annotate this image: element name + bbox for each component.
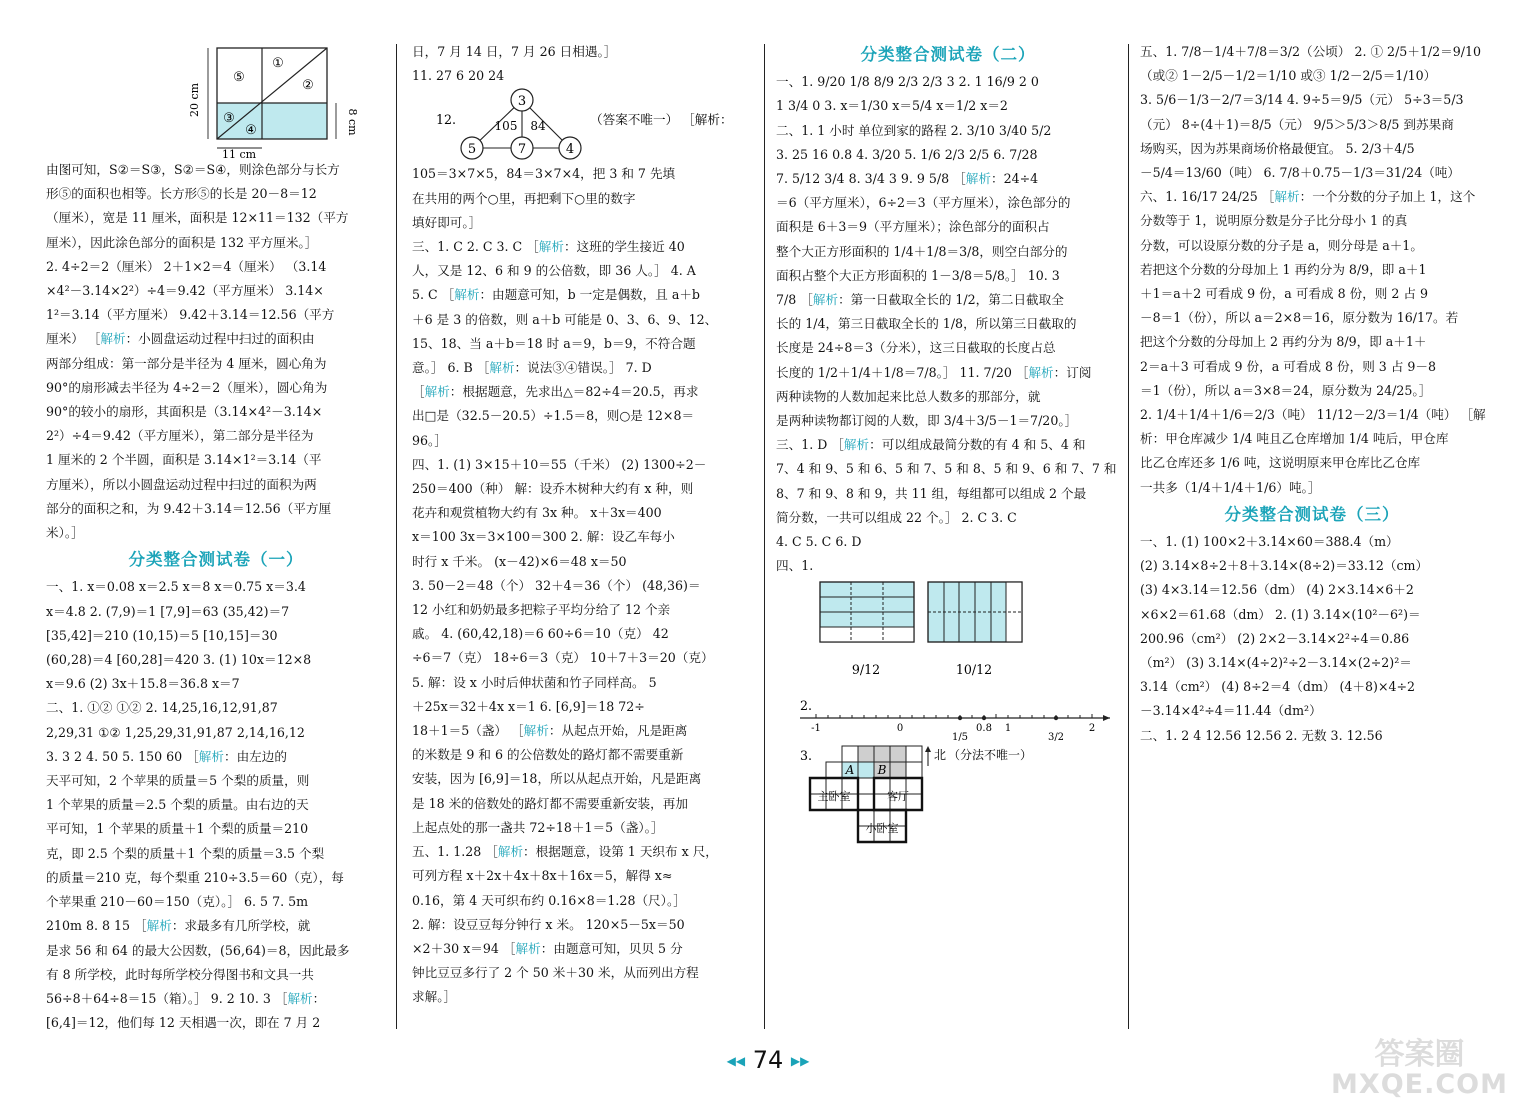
column-separator-3 — [1128, 44, 1129, 1029]
text-line: 一共多（1/4＋1/4＋1/6）吨。］ — [1140, 479, 1321, 495]
text-line: 把这个分数的分母加上 2 再约分为 8/9，即 a＋1＋ — [1140, 334, 1427, 350]
product-84: 84 — [530, 119, 546, 134]
region-5-label: ⑤ — [233, 70, 245, 85]
text-line: ［解析：根据题意，先求出△＝82÷4＝20.5，再求 — [412, 384, 699, 400]
region-3-label: ③ — [223, 111, 235, 126]
dimension-20cm: 20 cm — [188, 82, 201, 118]
analysis-marker: 解析 — [843, 437, 870, 453]
number-line — [776, 696, 1120, 742]
text-line: ×2＋30 x＝94 ［解析：由题意可知，贝贝 5 分 — [412, 940, 683, 956]
text-line: 2²）÷4＝9.42（平方厘米），第二部分是半径为 — [46, 428, 314, 444]
text-line: [35,42]＝210 (10,15)＝5 [10,15]＝30 — [46, 627, 278, 643]
analysis-marker: 解析 — [1028, 364, 1054, 380]
text-line: 一、1. x＝0.08 x＝2.5 x＝8 x＝0.75 x＝3.4 — [46, 579, 306, 595]
text-line: 1²＝3.14（平方厘米） 9.42＋3.14＝12.56（平方 — [46, 307, 335, 323]
text-line: 钟比豆豆多行了 2 个 50 米＋30 米，从而列出方程 — [412, 965, 699, 981]
analysis-marker: 解析 — [198, 748, 224, 764]
text-line: ＋1＝a＋2 可看成 9 份，a 可看成 8 份，则 2 占 9 — [1140, 286, 1429, 302]
text-line: 15、18、当 a＋b＝18 时 a＝9，b＝9，不符合题 — [412, 335, 696, 351]
column-separator-2 — [764, 44, 765, 1029]
text-line: 有 8 所学校，此时每所学校分得图书和文具一共 — [46, 966, 314, 982]
text-line: (3) 4×3.14＝12.56（dm） (4) 2×3.14×6＋2 — [1140, 582, 1414, 598]
text-line: 两种读物的人数加起来比总人数多的那部分，就 — [776, 388, 1041, 404]
text-line: ＋6 是 3 的倍数，则 a＋b 可能是 0、3、6、9、12、 — [412, 311, 718, 327]
analysis-marker: 解析 — [489, 360, 515, 376]
text-line: 出□是（32.5－20.5）÷1.5＝8，则○是 12×8＝ — [412, 408, 695, 424]
north-arrow-icon — [925, 746, 931, 752]
watermark-logo: 答案圈 — [1374, 1037, 1465, 1072]
text-line: 日，7 月 14 日，7 月 26 日相遇。］ — [412, 44, 617, 59]
column-4 — [1140, 40, 1484, 748]
question-2-label: 2. — [800, 698, 813, 714]
analysis-marker: 解析 — [497, 844, 524, 860]
label-1-5: 1/5 — [951, 732, 969, 743]
text-line: 长度是 24÷8＝3（分米），这三日截取的长度占总 — [776, 340, 1056, 356]
text-line: 六、1. 16/17 24/25 ［解析：一个分数的分子加上 1，这个 — [1140, 189, 1476, 205]
text-line: 上起点处的那一盏共 72÷18＋1＝5（盏）。］ — [412, 819, 664, 835]
text-line: 1 厘米的 2 个半圆，面积是 3.14×1²＝3.14（平 — [46, 452, 322, 468]
text-line: 比乙仓库还多 1/6 吨，这说明原来甲仓库比乙仓库 — [1140, 455, 1421, 471]
text-line: －5/4＝13/60（吨） 6. 7/8＋0.75－1/3＝31/24（吨） — [1140, 165, 1460, 181]
text-line: 2,29,31 ①② 1,25,29,31,91,87 2,14,16,12 — [46, 724, 305, 740]
text-line: 填好即可。］ — [412, 214, 482, 230]
text-line: 的质量＝210 克，每个梨重 210÷3.5＝60（克），每 — [46, 869, 344, 885]
text-line: 12 小红和奶奶最多把粽子平均分给了 12 个亲 — [412, 602, 671, 618]
triangle-diagram — [412, 88, 758, 162]
text-line: x＝4.8 2. (7,9)＝1 [7,9]＝63 (35,42)＝7 — [46, 603, 290, 619]
dimension-11cm: 11 cm — [221, 148, 257, 158]
text-line: 1 3/4 0 3. x＝1/30 x＝5/4 x＝1/2 x＝2 — [776, 98, 1008, 114]
tick-0-8: 0.8 — [976, 723, 992, 735]
analysis-marker: 解析 — [515, 940, 541, 956]
text-line: （厘米），宽是 11 厘米，面积是 12×11＝132（平方 — [46, 210, 349, 226]
text-line: 整个大正方形面积的 1/4＋1/8＝3/8，则空白部分的 — [776, 243, 1068, 259]
text-line: ÷6＝7（克） 18÷6＝3（克） 10＋7＋3＝20（克） — [412, 650, 714, 666]
text-line: ＝6（平方厘米），6÷2＝3（平方厘米），涂色部分的 — [776, 195, 1071, 211]
living-room-label: 客厅 — [887, 790, 909, 804]
triangle-note: （答案不唯一） ［解析： — [590, 112, 733, 128]
text-line: 花卉和观赏植物大约有 3x 种。 x＋3x＝400 — [412, 505, 662, 521]
text-line: 方厘米），所以小圆盘运动过程中扫过的面积为两 — [46, 476, 317, 492]
analysis-marker: 解析 — [100, 331, 126, 347]
region-2-label: ② — [302, 78, 314, 93]
question-12-label: 12. — [436, 112, 457, 128]
text-line: 0.16，第 4 天可织布约 0.16×8＝1.28（尺）。］ — [412, 892, 686, 908]
text-line: 意。］ 6. B ［解析：说法③④错误。］ 7. D — [412, 360, 652, 376]
region-4-label: ④ — [245, 123, 257, 138]
text-line: 250＝400（种） 解：设乔木树种大约有 x 种，则 — [412, 481, 694, 497]
floor-plan-question — [776, 742, 1120, 856]
text-line: 求解。］ — [412, 989, 457, 1005]
section-title-test-2: 分类整合测试卷（二） — [860, 45, 1036, 64]
point-0-8 — [982, 716, 986, 720]
text-line: 8、7 和 9、8 和 9，共 11 组，每组都可以组成 2 个最 — [776, 485, 1087, 501]
text-line: 是两种读物都订阅的人数，即 3/4＋3/5－1＝7/20。］ — [776, 413, 1078, 429]
next-arrows-icon: ▶▶ — [790, 1054, 810, 1068]
text-line: 五、1. 7/8－1/4＋7/8＝3/2（公顷） 2. ① 2/5＋1/2＝9/10 — [1140, 44, 1482, 59]
text-line: 部分的面积之和，为 9.42＋3.14＝12.56（平方厘 — [46, 500, 332, 516]
text-line: (60,28)＝4 [60,28]＝420 3. (1) 10x＝12×8 — [46, 652, 312, 668]
text-line: 2. 解：设豆豆每分钟行 x 米。 120×5－5x＝50 — [412, 916, 685, 932]
text-line: 五、1. 1.28 ［解析：根据题意，设第 1 天织布 x 尺， — [412, 844, 718, 860]
column-separator-1 — [396, 44, 397, 1029]
tick-2: 2 — [1088, 723, 1096, 735]
text-line: 2. 1/4＋1/4＋1/6＝2/3（吨） 11/12－2/3＝1/4（吨） ［解 — [1140, 407, 1486, 423]
analysis-marker: 解析 — [1274, 189, 1300, 205]
analysis-marker: 解析 — [454, 287, 480, 303]
text-line: 分数等于 1，说明原分数是分子比分母小 1 的真 — [1140, 213, 1408, 229]
text-line: 三、1. C 2. C 3. C ［解析：这班的学生接近 40 — [412, 239, 685, 255]
text-line: 二、1. 1 小时 单位到家的路程 2. 3/10 3/40 5/2 — [776, 122, 1052, 138]
text-line: （m²） (3) 3.14×(4÷2)²÷2－3.14×(2÷2)²＝ — [1140, 655, 1412, 671]
analysis-marker: 解析 — [965, 171, 991, 187]
text-line: 5. C ［解析：由题意可知，b 一定是偶数，且 a＋b — [412, 287, 700, 303]
text-line: 105＝3×7×5，84＝3×7×4，把 3 和 7 先填 — [412, 166, 676, 182]
text-line: 是求 56 和 64 的最大公因数，(56,64)＝8，因此最多 — [46, 942, 350, 958]
text-line: 三、1. D ［解析：可以组成最简分数的有 4 和 5、4 和 — [776, 437, 1086, 453]
analysis-marker: 解析 — [523, 723, 549, 739]
page-number: 74 — [752, 1046, 784, 1074]
text-line: ＝1（份），所以 a＝3×8＝24，原分数为 24/25。］ — [1140, 382, 1432, 398]
point-1-5 — [958, 716, 962, 720]
watermark-site: MXQE.COM — [1331, 1069, 1508, 1100]
fraction-rectangles-svg — [776, 578, 1120, 696]
text-line: 戚。 4. (60,42,18)＝6 60÷6＝10（克） 42 — [412, 626, 669, 642]
analysis-marker: 解析 — [538, 239, 564, 255]
text-line: 96。］ — [412, 432, 447, 448]
text-line: 90°的较小的扇形，其面积是（3.14×4²－3.14× — [46, 404, 323, 420]
product-105: 105 — [494, 119, 518, 134]
text-line: 长度的 1/2＋1/4＋1/8＝7/8。］ 11. 7/20 ［解析：订阅 — [776, 364, 1092, 380]
text-line: ×4²－3.14×2²）÷4＝9.42（平方厘米） 3.14× — [46, 283, 324, 299]
text-line: 时行 x 千米。 (x－42)×6＝48 x＝50 — [412, 553, 627, 569]
text-line: 是 18 米的倍数处的路灯都不需要重新安装，再加 — [412, 795, 688, 811]
rectangle-diagram — [46, 40, 386, 158]
text-line: 7. 5/12 3/4 8. 3/4 3 9. 9 5/8 ［解析：24÷4 — [776, 171, 1039, 187]
text-line: 11. 27 6 20 24 — [412, 68, 505, 84]
text-line: －8＝1（份），所以 a＝2×8＝16，原分数为 16/17。若 — [1140, 310, 1459, 326]
text-line: 200.96（cm²） (2) 2×2－3.14×2²÷4＝0.86 — [1140, 630, 1410, 646]
text-line: 4. C 5. C 6. D — [776, 534, 862, 550]
text-line: 一、1. (1) 100×2＋3.14×60＝388.4（m） — [1140, 534, 1399, 550]
column-1 — [46, 40, 386, 1035]
number-line-question — [776, 696, 1120, 742]
text-line: 5. 解：设 x 小时后伸状菌和竹子同样高。 5 — [412, 674, 657, 690]
text-line: 7/8 ［解析：第一日截取全长的 1/2，第二日截取全 — [776, 292, 1064, 308]
room-a-label: A — [845, 763, 855, 778]
text-line: （或② 1－2/5－1/2＝1/10 或③ 1/2－2/5＝1/10） — [1140, 68, 1437, 84]
region-1-label: ① — [272, 56, 284, 71]
text-line: 由图可知，S②＝S③，S②＝S④，则涂色部分与长方 — [46, 162, 340, 177]
rect-label-10-12: 10/12 — [955, 662, 993, 678]
text-line: 3. 25 16 0.8 4. 3/20 5. 1/6 2/3 2/5 6. 7/28 — [776, 146, 1038, 162]
text-line: 7、4 和 9、5 和 6、5 和 7、5 和 8、5 和 9、6 和 7、7 和 — [776, 461, 1117, 477]
text-line: 场购买，因为苏果商场价格最便宜。 5. 2/3＋4/5 — [1140, 140, 1415, 156]
text-line: 面积占整个大正方形面积的 1－3/8＝5/8。］ 10. 3 — [776, 267, 1060, 283]
text-line: [6,4]＝12，他们每 12 天相遇一次，即在 7 月 2 — [46, 1015, 321, 1031]
text-line: －3.14×4²÷4＝11.44（dm²） — [1140, 703, 1322, 719]
text-line: 分数，可以设原分数的分子是 a，则分母是 a＋1。 — [1140, 237, 1423, 253]
text-line: 长的 1/4，第三日截取全长的 1/8，所以第三日截取的 — [776, 316, 1077, 332]
label-3-2: 3/2 — [1047, 732, 1065, 743]
text-line: 四、1. — [776, 558, 814, 574]
text-line: 面积是 6＋3＝9（平方厘米）；涂色部分的面积占 — [776, 219, 1050, 235]
text-line: 安装，因为 [6,9]＝18，所以从起点开始，凡是距离 — [412, 771, 702, 787]
bottom-right-number: 4 — [565, 142, 575, 158]
text-line: 平可知，1 个苹果的质量＋1 个梨的质量＝210 — [46, 821, 309, 837]
text-line: 人，又是 12、6 和 9 的公倍数，即 36 人。］ 4. A — [412, 263, 696, 279]
text-line: 3. 5/6－1/3－2/7＝3/14 4. 9÷5＝9/5（元） 5÷3＝5/3 — [1140, 92, 1464, 108]
text-line: 90°的扇形减去半径为 4÷2＝2（厘米），圆心角为 — [46, 379, 328, 395]
text-line: 的米数是 9 和 6 的公倍数处的路灯都不需要重新 — [412, 747, 684, 763]
analysis-marker: 解析 — [146, 918, 172, 934]
floor-plan-note: （分法不唯一） — [948, 748, 1033, 763]
triangle-figure — [412, 88, 758, 162]
rectangle-figure — [46, 40, 386, 158]
text-line: 析：甲仓库减少 1/4 吨且乙仓库增加 1/4 吨后，甲仓库 — [1140, 431, 1449, 447]
text-line: 若把这个分数的分母加上 1 再约分为 8/9，即 a＋1 — [1140, 261, 1427, 277]
question-3-label: 3. — [800, 748, 813, 764]
dimension-8cm: 8 cm — [346, 108, 359, 136]
prev-arrows-icon: ◀◀ — [726, 1054, 746, 1068]
text-line: 18＋1＝5（盏） ［解析：从起点开始，凡是距离 — [412, 723, 688, 739]
text-line: x＝9.6 (2) 3x＋15.8＝36.8 x＝7 — [46, 676, 240, 692]
text-line: 二、1. 2 4 12.56 12.56 2. 无数 3. 12.56 — [1140, 727, 1383, 743]
tick-minus-1: -1 — [811, 723, 821, 735]
room-b-label: B — [877, 763, 887, 778]
tick-1: 1 — [1004, 723, 1012, 735]
text-line: 米）。］ — [46, 525, 84, 541]
tick-0: 0 — [896, 723, 904, 735]
text-line: 简分数，一共可以组成 22 个。］ 2. C 3. C — [776, 509, 1017, 525]
text-line: ＋25x＝32＋4x x＝1 6. [6,9]＝18 72÷ — [412, 698, 645, 714]
text-line: 2. 4÷2＝2（厘米） 2＋1×2＝4（厘米） （3.14 — [46, 258, 327, 274]
text-line: 厘米） ［解析：小圆盘运动过程中扫过的面积由 — [46, 331, 315, 347]
analysis-marker: 解析 — [812, 292, 839, 308]
text-line: （元） 8÷(4＋1)＝8/5（元） 9/5＞5/3＞8/5 到苏果商 — [1140, 116, 1454, 132]
rect-label-9-12: 9/12 — [851, 662, 881, 678]
text-line: 在共用的两个○里，再把剩下○里的数字 — [412, 190, 636, 206]
text-line: 1 个苹果的质量＝2.5 个梨的质量。由右边的天 — [46, 797, 309, 813]
fraction-rectangles — [776, 578, 1120, 696]
text-line: 一、1. 9/20 1/8 8/9 2/3 2/3 3 2. 1 16/9 2 0 — [776, 74, 1039, 90]
text-line: 天平可知，2 个苹果的质量＝5 个梨的质量，则 — [46, 773, 310, 789]
section-title-test-1: 分类整合测试卷（一） — [128, 550, 304, 570]
analysis-marker: 解析 — [424, 384, 450, 400]
text-line: 3.14（cm²） (4) 8÷2＝4（dm） (4＋8)×4÷2 — [1140, 679, 1416, 695]
text-line: 四、1. (1) 3×15＋10＝55（千米） (2) 1300÷2－ — [412, 456, 707, 472]
column-2 — [412, 40, 758, 1010]
watermark — [1331, 1037, 1508, 1100]
top-number: 3 — [517, 94, 527, 110]
bottom-middle-number: 7 — [517, 142, 527, 158]
text-line: x＝100 3x＝3×100＝300 2. 解：设乙车每小 — [412, 529, 675, 545]
text-line: 56÷8＋64÷8＝15（箱）。］ 9. 2 10. 3 ［解析： — [46, 990, 326, 1006]
floor-plan — [776, 742, 1120, 856]
column-3 — [776, 40, 1120, 856]
text-line: 3. 3 2 4. 50 5. 150 60 ［解析：由左边的 — [46, 748, 287, 764]
text-line: 210m 8. 8 15 ［解析：求最多有几所学校，就 — [46, 918, 311, 934]
text-line: 二、1. ①② ①② 2. 14,25,16,12,91,87 — [46, 700, 278, 716]
text-line: 3. 50－2＝48（个） 32＋4＝36（个） (48,36)＝ — [412, 577, 701, 593]
point-3-2 — [1054, 716, 1058, 720]
north-label: 北 — [934, 748, 947, 763]
text-line: (2) 3.14×8÷2＋8＋3.14×(8÷2)＝33.12（cm） — [1140, 558, 1429, 574]
text-line: 个苹果重 210－60＝150（克）。］ 6. 5 7. 5m — [46, 894, 309, 910]
small-bedroom-label: 小卧室 — [865, 822, 899, 836]
text-line: ×6×2＝61.68（dm） 2. (1) 3.14×(10²－6²)＝ — [1140, 606, 1421, 622]
section-title-test-3: 分类整合测试卷（三） — [1224, 504, 1400, 524]
bottom-left-number: 5 — [467, 142, 477, 158]
text-line: 厘米），因此涂色部分的面积是 132 平方厘米。］ — [46, 234, 318, 250]
text-line: 形⑤的面积也相等。长方形⑤的长是 20－8＝12 — [46, 186, 317, 202]
text-line: 2＝a＋3 可看成 9 份，a 可看成 8 份，则 3 占 9－8 — [1140, 358, 1437, 374]
page-number-footer — [0, 1046, 1536, 1074]
text-line: 两部分组成：第一部分是半径为 4 厘米，圆心角为 — [46, 355, 327, 371]
analysis-marker: 解析 — [287, 990, 313, 1006]
text-line: 可列方程 x＋2x＋4x＋8x＋16x＝5，解得 x≈ — [412, 868, 673, 884]
text-line: 克，即 2.5 个梨的质量＋1 个梨的质量＝3.5 个梨 — [46, 845, 325, 861]
master-bedroom-label: 主卧室 — [817, 790, 851, 804]
